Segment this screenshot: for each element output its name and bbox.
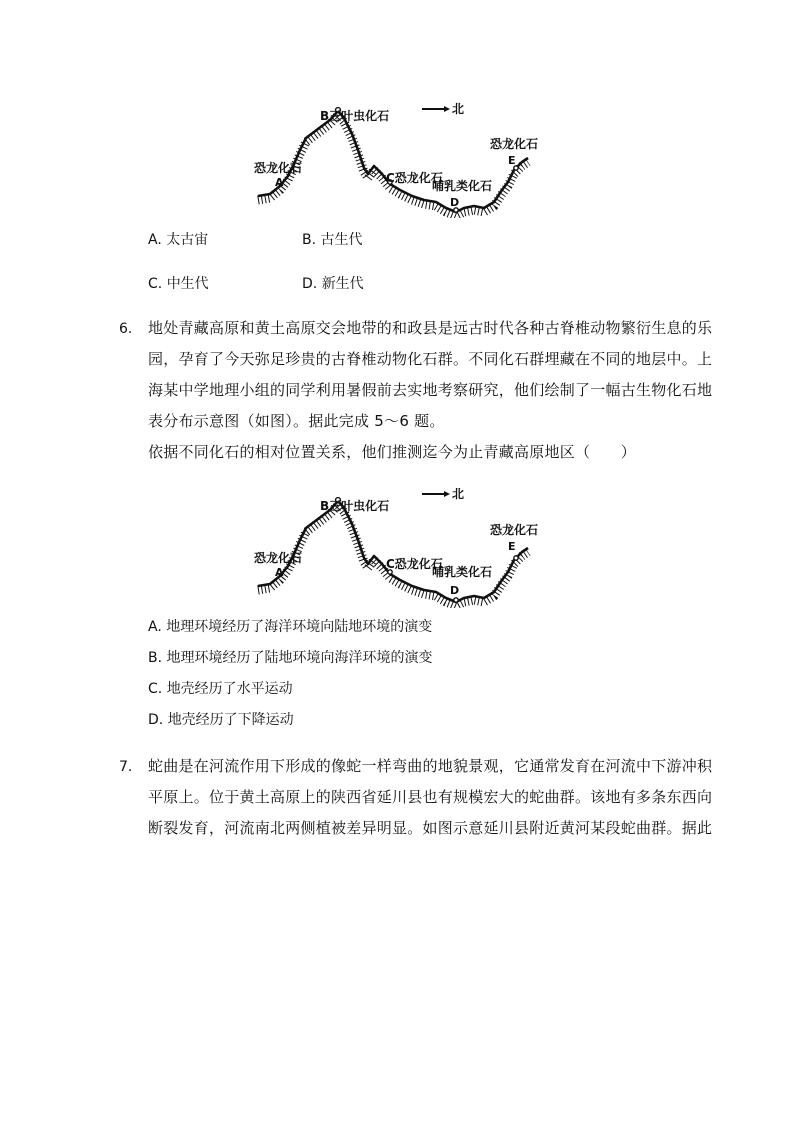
q6-option-c[interactable]: C. 地壳经历了水平运动 bbox=[148, 681, 293, 697]
q5-option-b[interactable]: B. 古生代 bbox=[302, 232, 363, 248]
label-d: D bbox=[450, 584, 460, 597]
north-arrow-head-icon bbox=[444, 106, 450, 112]
fossil-diagram-top bbox=[250, 98, 550, 218]
label-north: 北 bbox=[452, 102, 465, 116]
label-d: D bbox=[450, 196, 460, 209]
q5-option-a[interactable]: A. 太古宙 bbox=[148, 232, 209, 248]
label-e: E bbox=[508, 540, 516, 553]
q7-number: 7. bbox=[119, 759, 133, 775]
label-north: 北 bbox=[452, 488, 465, 501]
q5-option-c[interactable]: C. 中生代 bbox=[148, 276, 209, 292]
point-e-marker bbox=[514, 556, 518, 560]
label-c: C恐龙化石 bbox=[386, 557, 443, 571]
label-b: B三叶虫化石 bbox=[320, 499, 390, 513]
label-a: A bbox=[275, 176, 284, 189]
label-e-top: 恐龙化石 bbox=[490, 137, 539, 151]
north-arrow-head-icon bbox=[444, 491, 450, 497]
label-a-top: 恐龙化石 bbox=[254, 551, 303, 565]
label-b: B三叶虫化石 bbox=[320, 109, 390, 123]
label-e-top: 恐龙化石 bbox=[490, 523, 539, 537]
q6-stem: 地处青藏高原和黄土高原交会地带的和政县是远古时代各种古脊椎动物繁衍生息的乐 园，孕育了今天弥足珍贵的古脊椎动物化石群。不同化石群埋藏在不同的地层中。上 海某中学地理小组的同学利用暑假前去实地考察研究，他们绘制了一幅古生物化石地 表分布示意图（如图）。据此完成 5～6 题。 依据不同化石的相对位置关系，他们推测迄今为止青藏高原地区（ ） bbox=[148, 319, 713, 461]
terrain-profile bbox=[250, 98, 550, 218]
terrain-profile bbox=[250, 488, 550, 608]
q6-number: 6. bbox=[119, 321, 133, 337]
q5-option-d[interactable]: D. 新生代 bbox=[302, 276, 364, 292]
q6-option-b[interactable]: B. 地理环境经历了陆地环境向海洋环境的演变 bbox=[148, 650, 433, 666]
point-d-marker bbox=[454, 598, 458, 602]
q6-option-a[interactable]: A. 地理环境经历了海洋环境向陆地环境的演变 bbox=[148, 619, 433, 635]
fossil-diagram-bottom bbox=[250, 488, 550, 608]
label-a-top: 恐龙化石 bbox=[254, 161, 303, 175]
q7-stem: 蛇曲是在河流作用下形成的像蛇一样弯曲的地貌景观，它通常发育在河流中下游冲积 平原上。位于黄土高原上的陕西省延川县也有规模宏大的蛇曲群。该地有多条东西向 断裂发育，河流南北两侧植被差异明显。如图示意延川县附近黄河某段蛇曲群。据此 bbox=[148, 757, 713, 837]
q6-option-d[interactable]: D. 地壳经历了下降运动 bbox=[148, 712, 294, 728]
label-e: E bbox=[508, 154, 516, 167]
label-d-top: 哺乳类化石 bbox=[432, 565, 493, 579]
label-a: A bbox=[275, 566, 284, 579]
label-d-top: 哺乳类化石 bbox=[432, 179, 493, 193]
label-c: C恐龙化石 bbox=[386, 171, 443, 185]
